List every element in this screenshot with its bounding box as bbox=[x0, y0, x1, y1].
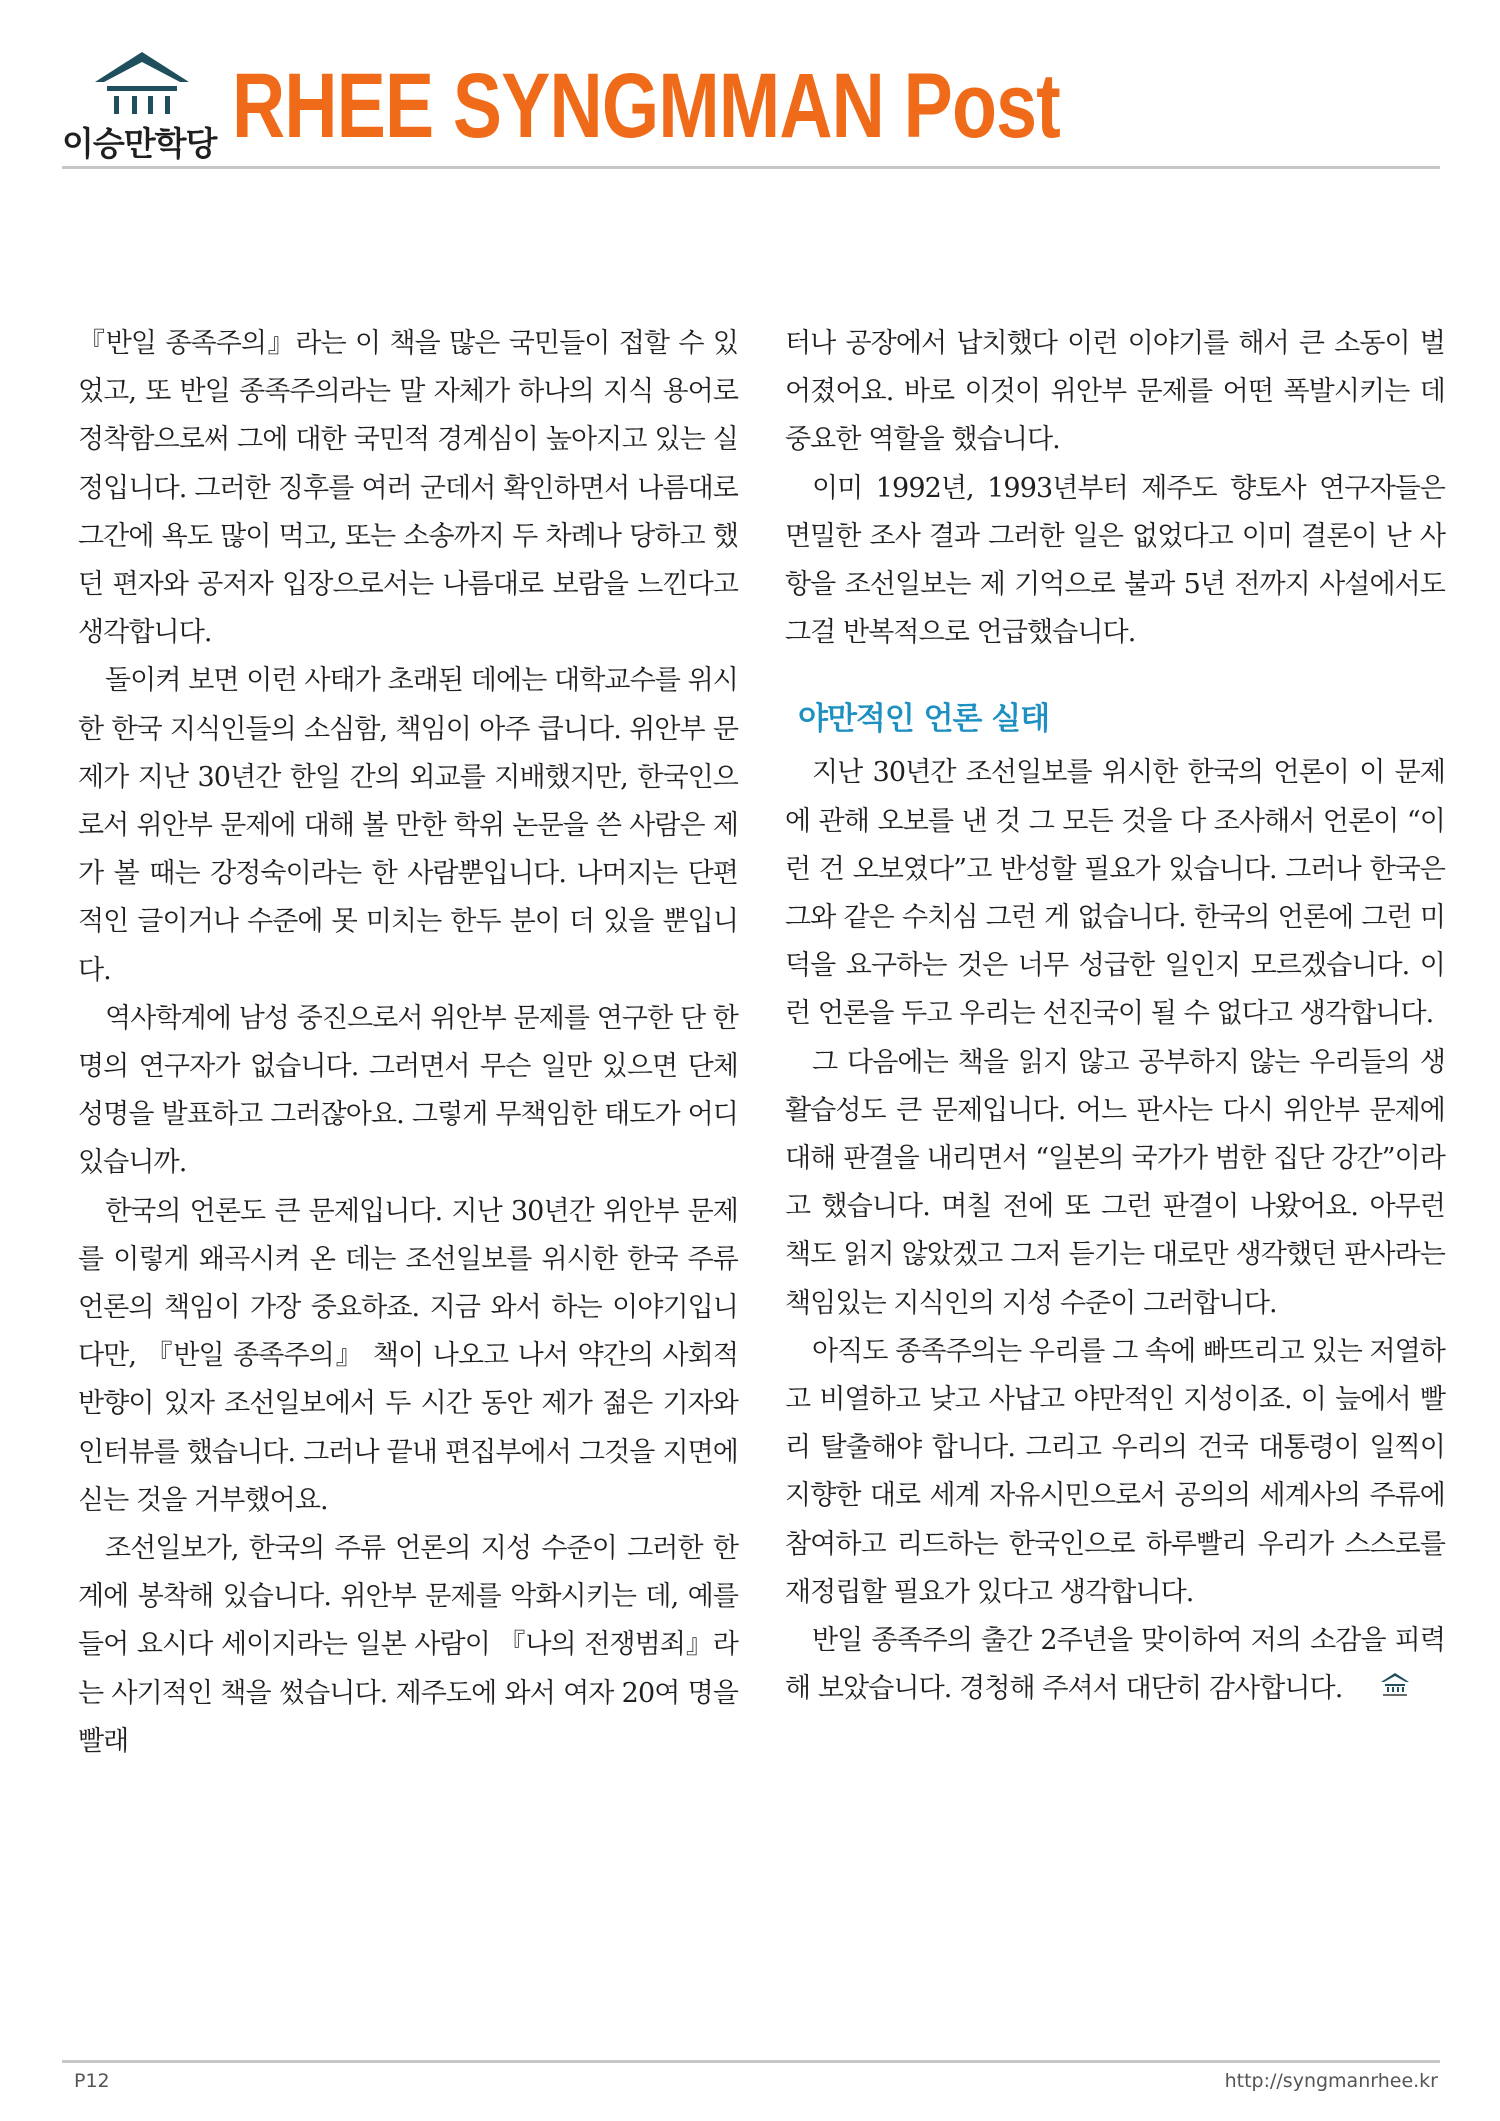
paragraph: 『반일 종족주의』라는 이 책을 많은 국민들이 접할 수 있었고, 또 반일 종족주의라는 말 자체가 하나의 지식 용어로 정착함으로써 그에 대한 국민적 경계심이 높아지고 있는 실정입니다. 그러한 징후를 여러 군데서 확인하면서 나름대로 그간에 욕도 많이 먹고, 또는 소송까지 두 차례나 당하고 했던 편자와 공저자 입장으로서는 나름대로 보람을 느낀다고 생각합니다. bbox=[78, 328, 738, 649]
paragraph: 역사학계에 남성 중진으로서 위안부 문제를 연구한 단 한 명의 연구자가 없습니다. 그러면서 무슨 일만 있으면 단체 성명을 발표하고 그러잖아요. 그렇게 무책임한 태도가 어디 있습니까. bbox=[78, 1002, 738, 1179]
header-divider bbox=[62, 166, 1440, 169]
masthead-title: RHEE SYNGMMAN Post bbox=[232, 55, 1060, 157]
paragraph: 아직도 종족주의는 우리를 그 속에 빠뜨리고 있는 저열하고 비열하고 낮고 사납고 야만적인 지성이죠. 이 늪에서 빨리 탈출해야 합니다. 그리고 우리의 건국 대통령이 일찍이 지향한 대로 세계 자유시민으로서 공의의 세계사의 주류에 참여하고 리드하는 한국인으로 하루빨리 우리가 스스로를 재정립할 필요가 있다고 생각합니다. bbox=[785, 1335, 1445, 1608]
right-column bbox=[785, 320, 1445, 1714]
paragraph: 터나 공장에서 납치했다 이런 이야기를 해서 큰 소동이 벌어졌어요. 바로 이것이 위안부 문제를 어떤 폭발시키는 데 중요한 역할을 했습니다. bbox=[785, 328, 1445, 456]
site-url-link[interactable]: http://syngmanrhee.kr bbox=[1224, 2070, 1438, 2092]
paragraph: 이미 1992년, 1993년부터 제주도 향토사 연구자들은 면밀한 조사 결과 그러한 일은 없었다고 이미 결론이 난 사항을 조선일보는 제 기억으로 불과 5년 전까지 사설에서도 그걸 반복적으로 언급했습니다. bbox=[785, 472, 1445, 649]
page-number: P12 bbox=[74, 2070, 110, 2092]
academy-logo bbox=[62, 48, 227, 163]
paragraph: 지난 30년간 조선일보를 위시한 한국의 언론이 이 문제에 관해 오보를 낸 것 그 모든 것을 다 조사해서 언론이 “이런 건 오보였다”고 반성할 필요가 있습니다. 그러나 한국은 그와 같은 수치심 그런 게 없습니다. 한국의 언론에 그런 미덕을 요구하는 것은 너무 성급한 일인지 모르겠습니다. 이런 언론을 두고 우리는 선진국이 될 수 없다고 생각합니다. bbox=[785, 757, 1445, 1030]
logo-text: 이승만학당 bbox=[62, 124, 217, 163]
paragraph: 조선일보가, 한국의 주류 언론의 지성 수준이 그러한 한계에 봉착해 있습니다. 위안부 문제를 악화시키는 데, 예를 들어 요시다 세이지라는 일본 사람이 『나의 전쟁범죄』라는 사기적인 책을 썼습니다. 제주도에 와서 여자 20여 명을 빨래 bbox=[78, 1533, 738, 1757]
end-mark-logo-icon bbox=[1352, 1666, 1411, 1714]
paragraph: 그 다음에는 책을 읽지 않고 공부하지 않는 우리들의 생활습성도 큰 문제입니다. 어느 판사는 다시 위안부 문제에 대해 판결을 내리면서 “일본의 국가가 범한 집단 강간”이라고 했습니다. 며칠 전에 또 그런 판결이 나왔어요. 아무런 책도 읽지 않았겠고 그저 듣기는 대로만 생각했던 판사라는 책임있는 지식인의 지성 수준이 그러합니다. bbox=[785, 1046, 1445, 1319]
footer-divider bbox=[62, 2060, 1440, 2063]
section-heading: 야만적인 언론 실태 bbox=[798, 701, 1050, 738]
left-column bbox=[78, 320, 738, 1766]
closing-paragraph bbox=[785, 1617, 1445, 1714]
paragraph: 한국의 언론도 큰 문제입니다. 지난 30년간 위안부 문제를 이렇게 왜곡시켜 온 데는 조선일보를 위시한 한국 주류언론의 책임이 가장 중요하죠. 지금 와서 하는 이야기입니다만, 『반일 종족주의』 책이 나오고 나서 약간의 사회적 반향이 있자 조선일보에서 두 시간 동안 제가 젊은 기자와 인터뷰를 했습니다. 그러나 끝내 편집부에서 그것을 지면에 싣는 것을 거부했어요. bbox=[78, 1195, 738, 1516]
paragraph: 돌이켜 보면 이런 사태가 초래된 데에는 대학교수를 위시한 한국 지식인들의 소심함, 책임이 아주 큽니다. 위안부 문제가 지난 30년간 한일 간의 외교를 지배했지만, 한국인으로서 위안부 문제에 대해 볼 만한 학위 논문을 쓴 사람은 제가 볼 때는 강정숙이라는 한 사람뿐입니다. 나머지는 단편적인 글이거나 수준에 못 미치는 한두 분이 더 있을 뿐입니다. bbox=[78, 665, 738, 986]
closing-text: 반일 종족주의 출간 2주년을 맞이하여 저의 소감을 피력해 보았습니다. 경청해 주셔서 대단히 감사합니다. bbox=[785, 1625, 1445, 1705]
page-header bbox=[62, 48, 1440, 166]
academy-logo-icon bbox=[87, 48, 197, 118]
